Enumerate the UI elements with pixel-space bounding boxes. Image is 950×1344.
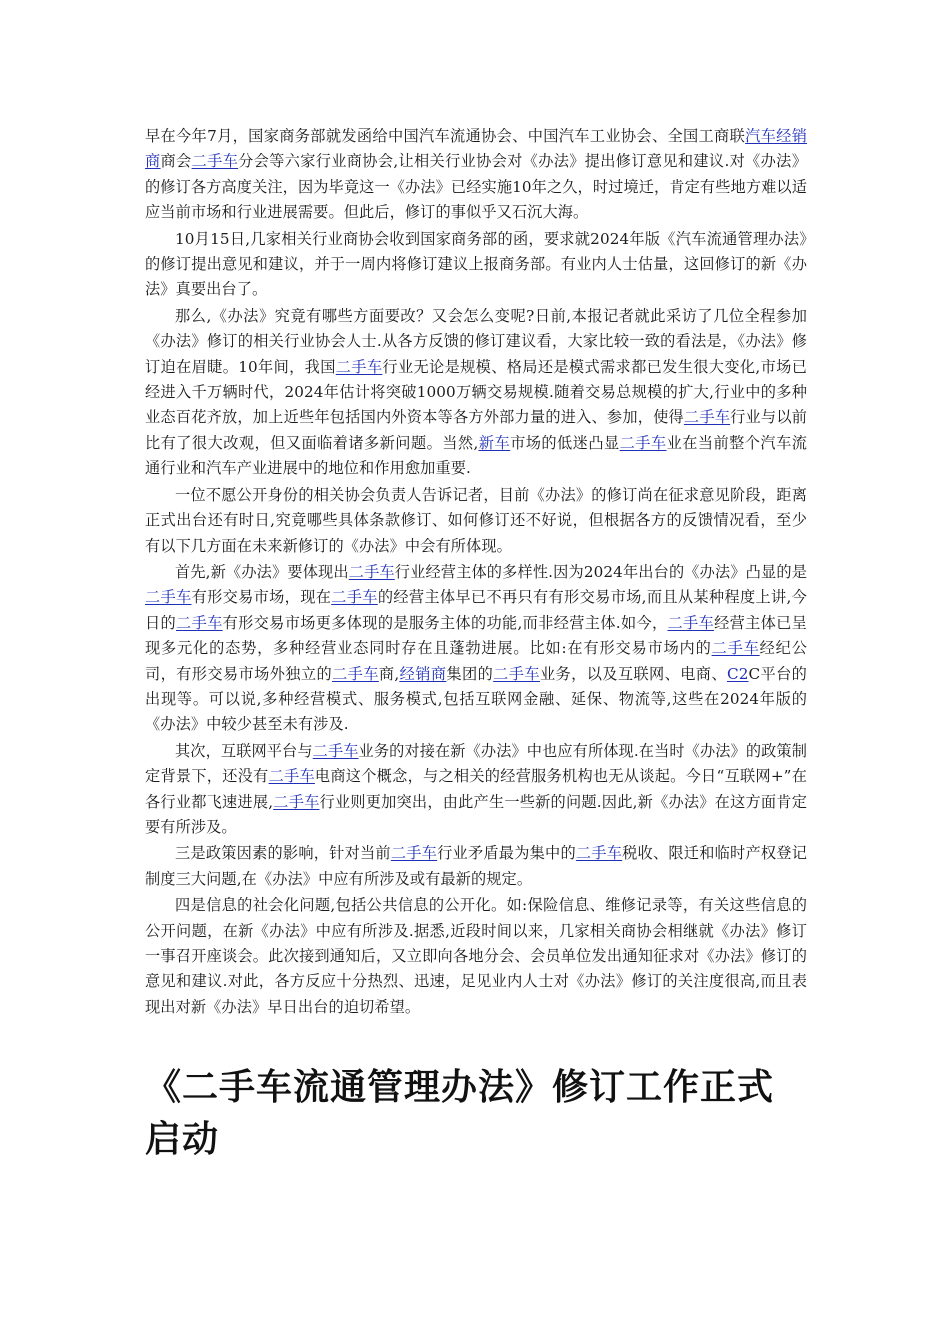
paragraph-text: 经纪公司，有形交易市场外独立的 (145, 639, 807, 683)
paragraph-text: 行业与以前比有了很大改观，但又面临着诸多新问题。当然, (145, 408, 808, 452)
paragraph-text: 税收、限迁和临时产权登记制度三大问题,在《办法》中应有所涉及或有最新的规定。 (145, 844, 808, 888)
document-page (145, 124, 807, 1166)
keyword-link[interactable]: 二手车 (683, 408, 731, 427)
body-paragraph (145, 124, 807, 226)
body-paragraph (145, 739, 807, 841)
keyword-link[interactable]: 新车 (478, 433, 511, 452)
body-paragraph (145, 893, 807, 1020)
keyword-link[interactable]: 二手车 (273, 792, 320, 811)
body-paragraph (145, 560, 807, 738)
paragraph-text: 10月15日,几家相关行业商协会收到国家商务部的函，要求就2024年版《汽车流通管理办法》的修订提出意见和建议，并于一周内将修订建议上报商务部。有业内人士估量，这回修订的新《办法》真要出台了。 (145, 229, 807, 299)
paragraph-text: 有形交易市场，现在 (191, 588, 332, 607)
keyword-link[interactable]: 二手车 (332, 664, 379, 683)
paragraph-text: 首先,新《办法》要体现出 (175, 562, 349, 581)
keyword-link[interactable]: 二手车 (145, 588, 192, 607)
paragraph-text: 一位不愿公开身份的相关协会负责人告诉记者，目前《办法》的修订尚在征求意见阶段，距离正式出台还有时日,究竟哪些具体条款修订、如何修订还不好说，但根据各方的反馈情况看，至少有以下几方面在未来新修订的《办法》中会有所体现。 (145, 485, 807, 555)
keyword-link[interactable]: 二手车 (348, 562, 395, 581)
paragraph-text: 的经营主体早已不再只有有形交易市场,而且从某种程度上讲,今日的 (145, 588, 807, 632)
paragraph-text: 商, (378, 664, 400, 683)
paragraph-text: 集团的 (446, 664, 494, 683)
keyword-link[interactable]: 二手车 (312, 741, 359, 760)
paragraph-text: 早在今年7月，国家商务部就发函给中国汽车流通协会、中国汽车工业协会、全国工商联 (145, 127, 746, 145)
keyword-link[interactable]: 二手车 (268, 767, 315, 786)
keyword-link[interactable]: C2 (727, 664, 749, 683)
body-paragraph (145, 304, 807, 482)
paragraph-text: C平台的出现等。可以说,多种经营模式、服务模式,包括互联网金融、延保、物流等,这些在2024年版的《办法》中较少甚至未有涉及. (145, 664, 807, 734)
keyword-link[interactable]: 二手车 (667, 613, 715, 632)
keyword-link[interactable]: 二手车 (493, 664, 540, 683)
article-body (145, 124, 807, 1020)
keyword-link[interactable]: 二手车 (331, 588, 378, 607)
body-paragraph (145, 483, 807, 559)
keyword-link[interactable]: 二手车 (711, 639, 760, 658)
paragraph-text: 四是信息的社会化问题,包括公共信息的公开化。如:保险信息、维修记录等，有关这些信息的公开问题，在新《办法》中应有所涉及.据悉,近段时间以来，几家相关商协会相继就《办法》修订一事召开座谈会。此次接到通知后，又立即向各地分会、会员单位发出通知征求对《办法》修订的意见和建议.对此，各方反应十分热烈、迅速，足见业内人士对《办法》修订的关注度很高,而且表现出对新《办法》早日出台的迫切希望。 (145, 896, 807, 1016)
keyword-link[interactable]: 经销商 (399, 664, 447, 683)
paragraph-text: 行业则更加突出，由此产生一些新的问题.因此,新《办法》在这方面肯定要有所涉及。 (145, 792, 807, 836)
paragraph-text: 电商这个概念，与之相关的经营服务机构也无从谈起。今日“互联网+”在各行业都飞速进展, (145, 767, 807, 811)
paragraph-text: 业务的对接在新《办法》中也应有所体现.在当时《办法》的政策制定背景下，还没有 (145, 741, 807, 786)
paragraph-text: 商会 (160, 152, 192, 171)
keyword-link[interactable]: 二手车 (575, 844, 623, 863)
article-heading: 《二手车流通管理办法》修订工作正式启动 (145, 1067, 775, 1161)
keyword-link[interactable]: 二手车 (335, 357, 383, 376)
paragraph-text: 有形交易市场更多体现的是服务主体的功能,而非经营主体.如今， (222, 613, 668, 632)
paragraph-text: 其次，互联网平台与 (175, 741, 313, 760)
paragraph-text: 行业矛盾最为集中的 (437, 844, 576, 863)
keyword-link[interactable]: 二手车 (191, 152, 239, 171)
paragraph-text: 业在当前整个汽车流通行业和汽车产业进展中的地位和作用愈加重要. (145, 433, 808, 478)
paragraph-text: 行业无论是规模、格局还是模式需求都已发生很大变化,市场已经进入千万辆时代，2024年估计将突破1000万辆交易规模.随着交易总规模的扩大,行业中的多种业态百花齐放，加上近些年包括国内外资本等各方外部力量的进入、参加，使得 (145, 357, 807, 427)
keyword-link[interactable]: 二手车 (619, 433, 667, 452)
body-paragraph (145, 841, 807, 892)
keyword-link[interactable]: 汽车经销商 (145, 127, 808, 171)
keyword-link[interactable]: 二手车 (176, 613, 223, 632)
paragraph-text: 那么,《办法》究竟有哪些方面要改？又会怎么变呢?日前,本报记者就此采访了几位全程参加《办法》修订的相关行业协会人士.从各方反馈的修订建议看，大家比较一致的看法是，《办法》修订迫在眉睫。10年间，我国 (145, 306, 807, 376)
paragraph-text: 行业经营主体的多样性.因为2024年出台的《办法》凸显的是 (394, 562, 807, 581)
paragraph-text: 分会等六家行业商协会,让相关行业协会对《办法》提出修订意见和建议.对《办法》的修订各方高度关注，因为毕竟这一《办法》已经实施10年之久，时过境迁，肯定有些地方难以适应当前市场和行业进展需要。但此后，修订的事似乎又石沉大海。 (145, 152, 807, 222)
body-paragraph (145, 227, 807, 303)
keyword-link[interactable]: 二手车 (390, 844, 438, 863)
paragraph-text: 经营主体已呈现多元化的态势，多种经营业态同时存在且蓬勃进展。比如:在有形交易市场内的 (145, 613, 807, 658)
paragraph-text: 市场的低迷凸显 (510, 433, 620, 452)
paragraph-text: 业务，以及互联网、电商、 (539, 664, 727, 683)
paragraph-text: 三是政策因素的影响，针对当前 (175, 844, 391, 863)
